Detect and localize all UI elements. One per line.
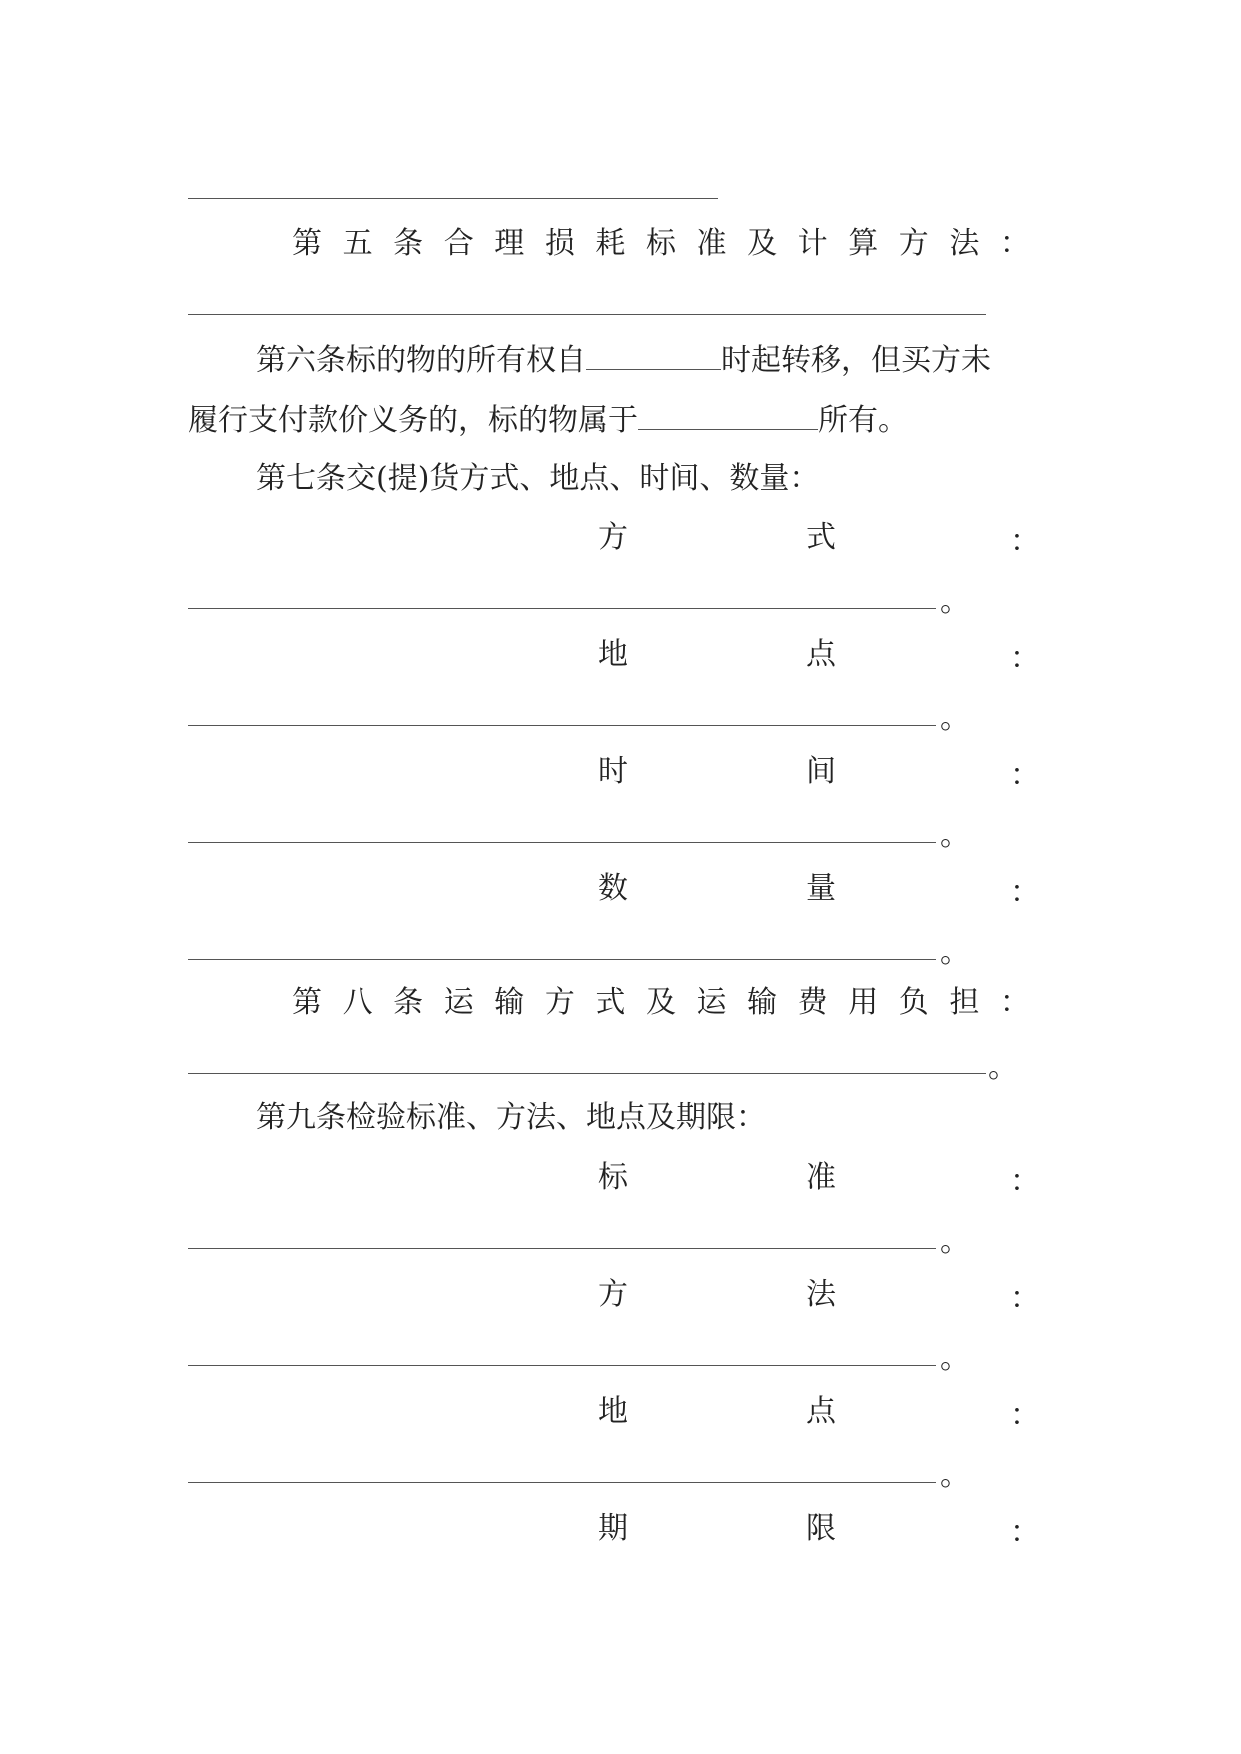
blank-line-article5 (188, 314, 986, 315)
article9-item-label-b: 点 (806, 1394, 836, 1429)
article5-char: 准 (696, 226, 727, 261)
article5-char: 算 (848, 226, 879, 261)
blank-line-top (188, 198, 718, 199)
article7-heading: 第七条交(提)货方式、地点、时间、数量： (256, 461, 820, 496)
article7-item-label-b: 点 (806, 637, 836, 672)
article5-char: ： (999, 226, 1030, 261)
article8-char: 担 (949, 985, 980, 1020)
article7-item-label-b: 量 (806, 871, 836, 906)
article7-item-label-a: 方 (598, 520, 628, 555)
article8-char: 输 (747, 985, 778, 1020)
article7-item-period: 。 (940, 818, 970, 853)
article9-item-label-b: 法 (806, 1277, 836, 1312)
article9-item-label-a: 标 (598, 1160, 628, 1195)
article8-period: 。 (988, 1050, 1018, 1085)
article5-char: 计 (797, 226, 828, 261)
article7-item-label-a: 数 (598, 871, 628, 906)
article7-item-colon: ： (1010, 641, 1040, 676)
article7-item-blank-line (188, 959, 936, 960)
article6-text-2: 时起转移，但买方未 (721, 343, 991, 378)
article9-heading: 第九条检验标准、方法、地点及期限： (256, 1100, 766, 1135)
article7-item-label-b: 间 (806, 754, 836, 789)
article7-item-period: 。 (940, 584, 970, 619)
article8-char: 费 (797, 985, 828, 1020)
article9-item-period: 。 (940, 1458, 970, 1493)
article5-char: 标 (645, 226, 676, 261)
blank-line-article8 (188, 1073, 986, 1074)
article7-item-colon: ： (1010, 875, 1040, 910)
article9-item-blank-line (188, 1482, 936, 1483)
article9-item-blank-line (188, 1248, 936, 1249)
article9-item-colon: ： (1010, 1281, 1040, 1316)
article6-text-3: 履行支付款价义务的，标的物属于 (188, 403, 638, 438)
article7-item-blank-line (188, 608, 936, 609)
article8-char: 及 (645, 985, 676, 1020)
article5-char: 条 (393, 226, 424, 261)
blank-owner (638, 403, 818, 430)
article8-heading (292, 985, 1030, 1021)
article6-line1 (256, 343, 991, 379)
article8-char: 运 (443, 985, 474, 1020)
article6-line2 (188, 403, 908, 439)
article6-text-1: 第六条标的物的所有权自 (256, 343, 586, 378)
article7-item-label-b: 式 (806, 520, 836, 555)
blank-ownership-time (586, 343, 721, 370)
article7-item-period: 。 (940, 935, 970, 970)
article8-char: 负 (898, 985, 929, 1020)
article9-item-label-b: 准 (806, 1160, 836, 1195)
article8-char: ： (999, 985, 1030, 1020)
article7-item-period: 。 (940, 701, 970, 736)
article9-item-colon: ： (1010, 1164, 1040, 1199)
article8-char: 输 (494, 985, 525, 1020)
article9-item-blank-line (188, 1365, 936, 1366)
article7-item-blank-line (188, 842, 936, 843)
article9-item-label-a: 方 (598, 1277, 628, 1312)
article7-item-blank-line (188, 725, 936, 726)
article5-char: 第 (292, 226, 322, 261)
article5-char: 耗 (595, 226, 626, 261)
article9-item-colon: ： (1010, 1515, 1040, 1550)
article7-item-label-a: 地 (598, 637, 628, 672)
article7-item-colon: ： (1010, 524, 1040, 559)
article5-heading (292, 226, 1030, 262)
article9-item-label-a: 期 (598, 1511, 628, 1546)
article8-char: 式 (595, 985, 626, 1020)
article8-char: 第 (292, 985, 322, 1020)
article9-item-period: 。 (940, 1341, 970, 1376)
article6-text-4: 所有。 (818, 403, 908, 438)
article9-item-period: 。 (940, 1224, 970, 1259)
article8-char: 用 (848, 985, 879, 1020)
article5-char: 合 (443, 226, 474, 261)
article5-char: 及 (747, 226, 778, 261)
article8-char: 八 (342, 985, 373, 1020)
article5-char: 五 (342, 226, 373, 261)
article8-char: 条 (393, 985, 424, 1020)
article8-char: 方 (544, 985, 575, 1020)
article5-char: 损 (544, 226, 575, 261)
article5-char: 方 (898, 226, 929, 261)
article7-item-label-a: 时 (598, 754, 628, 789)
article5-char: 法 (949, 226, 980, 261)
article9-item-label-b: 限 (806, 1511, 836, 1546)
article8-char: 运 (696, 985, 727, 1020)
article9-item-colon: ： (1010, 1398, 1040, 1433)
article5-char: 理 (494, 226, 525, 261)
article9-item-label-a: 地 (598, 1394, 628, 1429)
article7-item-colon: ： (1010, 758, 1040, 793)
